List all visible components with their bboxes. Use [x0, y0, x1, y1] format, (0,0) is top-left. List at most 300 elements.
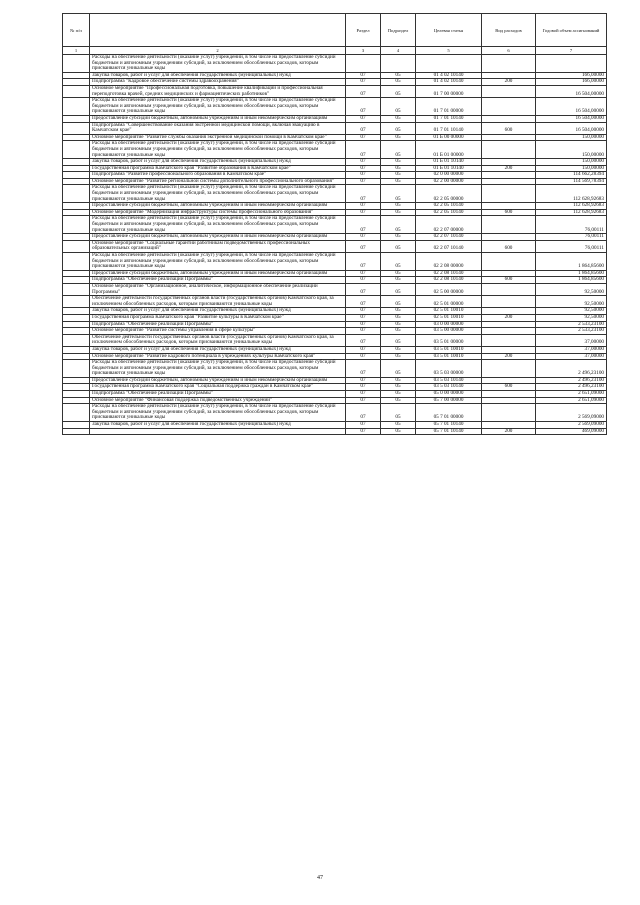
- row-expense-cell: [482, 296, 536, 308]
- row-name-cell: Закупка товаров, работ и услуг для обеспечения государственных (муниципальных) нужд: [90, 308, 346, 315]
- row-expense-cell: 600: [482, 240, 536, 252]
- row-section-cell: 07: [346, 353, 381, 360]
- row-section-cell: 07: [346, 79, 381, 86]
- row-subsection-cell: 05: [381, 334, 416, 346]
- row-section-cell: 07: [346, 283, 381, 295]
- row-subsection-cell: 05: [381, 321, 416, 328]
- row-section-cell: 07: [346, 377, 381, 384]
- row-amount-cell: 2 496,23100: [536, 360, 607, 378]
- row-subsection-cell: 05: [381, 234, 416, 241]
- table-row: [63, 253, 607, 271]
- row-amount-cell: 92,50000: [536, 308, 607, 315]
- row-target-cell: 03 5 01 10010: [416, 353, 482, 360]
- row-section-cell: 07: [346, 85, 381, 97]
- row-expense-cell: [482, 334, 536, 346]
- row-num-cell: [63, 79, 90, 86]
- row-target-cell: 03 5 03 10140: [416, 384, 482, 391]
- row-target-cell: 05 7 01 10140: [416, 422, 482, 429]
- row-expense-cell: [482, 134, 536, 141]
- row-num-cell: [63, 185, 90, 203]
- row-expense-cell: [482, 391, 536, 398]
- row-section-cell: 07: [346, 328, 381, 335]
- row-section-cell: 07: [346, 253, 381, 271]
- header-subsection: Подраздел: [381, 14, 416, 47]
- row-amount-cell: 2 496,23100: [536, 384, 607, 391]
- table-row: [63, 404, 607, 422]
- row-name-cell: Расходы на обеспечение деятельности (оказание услуг) учреждений, в том числе на предоставление субсидий бюджетным и автономным учреждениям субсидий, за исключением обособленных расходов, которым присваиваются уникальные коды: [90, 55, 346, 73]
- row-name-cell: Расходы на обеспечение деятельности (оказание услуг) учреждений, в том числе на предоставление субсидий бюджетным и автономным учреждениям субсидий, за исключением обособленных расходов, которым присваиваются уникальные коды: [90, 360, 346, 378]
- row-amount-cell: 469,09000: [536, 428, 607, 435]
- row-target-cell: 02 2 00 00000: [416, 178, 482, 185]
- row-amount-cell: 1 864,85600: [536, 277, 607, 284]
- row-expense-cell: 600: [482, 384, 536, 391]
- row-section-cell: 07: [346, 240, 381, 252]
- row-amount-cell: 2 651,09000: [536, 397, 607, 404]
- row-subsection-cell: 05: [381, 308, 416, 315]
- row-target-cell: 01 7 00 00000: [416, 85, 482, 97]
- row-target-cell: 03 5 03 00000: [416, 360, 482, 378]
- row-subsection-cell: 05: [381, 134, 416, 141]
- row-target-cell: 02 5 01 00000: [416, 296, 482, 308]
- table-row: [63, 360, 607, 378]
- row-subsection-cell: 05: [381, 397, 416, 404]
- row-target-cell: 05 7 01 00000: [416, 404, 482, 422]
- row-name-cell: Государственная программа Камчатского края "Развитие культуры в Камчатском крае": [90, 314, 346, 321]
- row-expense-cell: [482, 397, 536, 404]
- row-amount-cell: 16 504,00000: [536, 115, 607, 122]
- row-subsection-cell: 05: [381, 377, 416, 384]
- row-expense-cell: 200: [482, 165, 536, 172]
- row-num-cell: [63, 353, 90, 360]
- row-subsection-cell: 05: [381, 209, 416, 216]
- row-target-cell: 02 5 01 10010: [416, 314, 482, 321]
- row-num-cell: [63, 98, 90, 116]
- row-amount-cell: 1 864,85600: [536, 253, 607, 271]
- row-target-cell: 03 5 01 10010: [416, 346, 482, 353]
- col-number: 4: [381, 47, 416, 55]
- row-target-cell: 02 2 07 00000: [416, 216, 482, 234]
- row-name-cell: Закупка товаров, работ и услуг для обеспечения государственных (муниципальных) нужд: [90, 72, 346, 79]
- row-section-cell: 07: [346, 185, 381, 203]
- row-target-cell: 03 5 01 00000: [416, 334, 482, 346]
- row-section-cell: 07: [346, 346, 381, 353]
- row-subsection-cell: 05: [381, 283, 416, 295]
- row-section-cell: 07: [346, 172, 381, 179]
- row-amount-cell: 16 504,00000: [536, 122, 607, 134]
- row-subsection-cell: 05: [381, 172, 416, 179]
- row-num-cell: [63, 296, 90, 308]
- row-section-cell: 07: [346, 314, 381, 321]
- row-section-cell: 07: [346, 360, 381, 378]
- row-section-cell: 07: [346, 422, 381, 429]
- header-target: Целевая статья: [416, 14, 482, 47]
- row-amount-cell: 112 628,92683: [536, 185, 607, 203]
- table-row: [63, 122, 607, 134]
- row-target-cell: 02 2 05 10140: [416, 209, 482, 216]
- table-row: [63, 346, 607, 353]
- page-number: 47: [317, 875, 323, 881]
- row-subsection-cell: 05: [381, 404, 416, 422]
- row-target-cell: 02 2 05 00000: [416, 185, 482, 203]
- row-name-cell: Основное мероприятие "Организационное, аналитическое, информационное обеспечение реализации Программы": [90, 283, 346, 295]
- row-num-cell: [63, 384, 90, 391]
- row-num-cell: [63, 404, 90, 422]
- table-body: [63, 55, 607, 435]
- row-name-cell: Предоставление субсидий бюджетным, автономным учреждениям и иным некоммерческим организациям: [90, 203, 346, 210]
- row-section-cell: 07: [346, 72, 381, 79]
- row-target-cell: 02 2 05 10140: [416, 203, 482, 210]
- table-row: [63, 422, 607, 429]
- row-target-cell: 03 0 00 00000: [416, 321, 482, 328]
- row-subsection-cell: 05: [381, 98, 416, 116]
- row-target-cell: 02 2 08 00000: [416, 253, 482, 271]
- row-subsection-cell: 05: [381, 346, 416, 353]
- row-target-cell: 03 5 00 00000: [416, 328, 482, 335]
- row-num-cell: [63, 172, 90, 179]
- table-row: [63, 55, 607, 73]
- row-num-cell: [63, 122, 90, 134]
- row-subsection-cell: 05: [381, 314, 416, 321]
- row-amount-cell: 37,00000: [536, 353, 607, 360]
- row-expense-cell: [482, 178, 536, 185]
- row-num-cell: [63, 321, 90, 328]
- row-target-cell: 01 4 02 10140: [416, 79, 482, 86]
- header-volume: Годовой объем ассигнований: [536, 14, 607, 47]
- row-name-cell: Основное мероприятие "Модернизация инфраструктуры системы профессионального образования": [90, 209, 346, 216]
- row-name-cell: Подпрограмма "Обеспечение реализации Программы": [90, 391, 346, 398]
- row-name-cell: Подпрограмма "Совершенствование оказания экстренной медицинской помощи, включая эвакуацию в Камчатском крае": [90, 122, 346, 134]
- row-name-cell: Предоставление субсидий бюджетным, автономным учреждениям и иным некоммерческим организациям: [90, 270, 346, 277]
- row-expense-cell: [482, 404, 536, 422]
- row-name-cell: Основное мероприятие "Социальные гарантии работникам подведомственных профессиональных образовательных организаций": [90, 240, 346, 252]
- row-name-cell: Основное мероприятие "Развитие службы оказания экстренной медицинской помощи в Камчатском крае": [90, 134, 346, 141]
- row-section-cell: 07: [346, 296, 381, 308]
- row-expense-cell: 200: [482, 428, 536, 435]
- row-target-cell: 05 0 00 00000: [416, 391, 482, 398]
- row-section-cell: [346, 55, 381, 73]
- table-row: [63, 141, 607, 159]
- row-target-cell: [416, 55, 482, 73]
- row-num-cell: [63, 159, 90, 166]
- row-target-cell: 01 7 01 10140: [416, 115, 482, 122]
- row-subsection-cell: [381, 55, 416, 73]
- row-target-cell: 05 7 01 10140: [416, 428, 482, 435]
- row-num-cell: [63, 391, 90, 398]
- row-num-cell: [63, 165, 90, 172]
- row-num-cell: [63, 209, 90, 216]
- row-name-cell: Основное мероприятие "Развитие кадрового потенциала в учреждениях культуры Камчатского края": [90, 353, 346, 360]
- row-name-cell: Основное мероприятие "Развитие системы управления в сфере культуры": [90, 328, 346, 335]
- row-name-cell: Расходы на обеспечение деятельности (оказание услуг) учреждений, в том числе на предоставление субсидий бюджетным и автономным учреждениям субсидий, за исключением обособленных расходов, которым присваиваются уникальные коды: [90, 253, 346, 271]
- row-subsection-cell: 05: [381, 216, 416, 234]
- row-name-cell: Расходы на обеспечение деятельности (оказание услуг) учреждений, в том числе на предоставление субсидий бюджетным и автономным учреждениям субсидий, за исключением обособленных расходов, которым присваиваются уникальные коды: [90, 404, 346, 422]
- row-expense-cell: [482, 141, 536, 159]
- row-num-cell: [63, 203, 90, 210]
- header-section: Раздел: [346, 14, 381, 47]
- row-num-cell: [63, 134, 90, 141]
- row-expense-cell: [482, 346, 536, 353]
- row-amount-cell: 166,00000: [536, 72, 607, 79]
- row-num-cell: [63, 141, 90, 159]
- col-number: 7: [536, 47, 607, 55]
- row-num-cell: [63, 72, 90, 79]
- row-subsection-cell: 05: [381, 253, 416, 271]
- row-num-cell: [63, 308, 90, 315]
- row-subsection-cell: 05: [381, 115, 416, 122]
- row-amount-cell: 37,00000: [536, 346, 607, 353]
- row-subsection-cell: 05: [381, 240, 416, 252]
- row-amount-cell: 2 533,23100: [536, 321, 607, 328]
- row-name-cell: Основное мероприятие "Финансовая поддержка подведомственных учреждений": [90, 397, 346, 404]
- row-target-cell: 01 4 02 10140: [416, 72, 482, 79]
- row-num-cell: [63, 240, 90, 252]
- row-section-cell: 07: [346, 404, 381, 422]
- row-name-cell: Закупка товаров, работ и услуг для обеспечения государственных (муниципальных) нужд: [90, 159, 346, 166]
- table-row: [63, 283, 607, 295]
- row-num-cell: [63, 277, 90, 284]
- row-subsection-cell: 05: [381, 159, 416, 166]
- row-expense-cell: [482, 85, 536, 97]
- row-target-cell: 02 5 00 00000: [416, 283, 482, 295]
- col-number: 1: [63, 47, 90, 55]
- row-num-cell: [63, 428, 90, 435]
- table-row: [63, 216, 607, 234]
- row-num-cell: [63, 360, 90, 378]
- row-amount-cell: 2 533,23100: [536, 328, 607, 335]
- row-target-cell: 02 5 01 10010: [416, 308, 482, 315]
- row-name-cell: Закупка товаров, работ и услуг для обеспечения государственных (муниципальных) нужд: [90, 346, 346, 353]
- row-name-cell: Подпрограмма "Обеспечение реализации Программы": [90, 321, 346, 328]
- row-amount-cell: 112 628,92683: [536, 209, 607, 216]
- row-num-cell: [63, 178, 90, 185]
- row-expense-cell: [482, 360, 536, 378]
- row-amount-cell: 92,50000: [536, 314, 607, 321]
- row-section-cell: 07: [346, 178, 381, 185]
- row-section-cell: 07: [346, 165, 381, 172]
- row-expense-cell: [482, 253, 536, 271]
- col-number: 3: [346, 47, 381, 55]
- header-num: № п/п: [63, 14, 90, 47]
- row-target-cell: 02 2 07 10140: [416, 240, 482, 252]
- row-section-cell: 07: [346, 391, 381, 398]
- row-amount-cell: 150,00000: [536, 159, 607, 166]
- row-subsection-cell: 05: [381, 85, 416, 97]
- row-section-cell: 07: [346, 321, 381, 328]
- row-name-cell: Основное мероприятие "Развитие региональной системы дополнительного профессионального образования": [90, 178, 346, 185]
- row-target-cell: 02 0 00 00000: [416, 172, 482, 179]
- row-amount-cell: 76,00111: [536, 234, 607, 241]
- row-amount-cell: 114 569,78394: [536, 178, 607, 185]
- table-row: [63, 98, 607, 116]
- row-expense-cell: [482, 321, 536, 328]
- row-amount-cell: 166,00000: [536, 79, 607, 86]
- col-number: 5: [416, 47, 482, 55]
- row-section-cell: 07: [346, 384, 381, 391]
- row-section-cell: 07: [346, 209, 381, 216]
- row-num-cell: [63, 314, 90, 321]
- row-target-cell: 02 2 08 10140: [416, 277, 482, 284]
- row-expense-cell: [482, 216, 536, 234]
- row-target-cell: 01 Б 01 10140: [416, 159, 482, 166]
- row-section-cell: 07: [346, 141, 381, 159]
- row-section-cell: 07: [346, 334, 381, 346]
- row-section-cell: 07: [346, 159, 381, 166]
- row-num-cell: [63, 253, 90, 271]
- row-amount-cell: 2 569,09000: [536, 404, 607, 422]
- row-amount-cell: 1 864,85600: [536, 270, 607, 277]
- row-name-cell: [90, 428, 346, 435]
- row-target-cell: 01 Б 00 00000: [416, 134, 482, 141]
- row-num-cell: [63, 422, 90, 429]
- row-amount-cell: 2 569,09000: [536, 422, 607, 429]
- row-name-cell: Обеспечение деятельности государственных органов власти (государственных органов) Камчатского края, за исключением обособленных расходов, которым присваиваются уникальные коды: [90, 296, 346, 308]
- row-num-cell: [63, 270, 90, 277]
- row-amount-cell: [536, 55, 607, 73]
- row-subsection-cell: 05: [381, 391, 416, 398]
- row-name-cell: Основное мероприятие "Профессиональная подготовка, повышение квалификации и профессиональная переподготовка врачей, средних медицинских и фармацевтических работников": [90, 85, 346, 97]
- row-target-cell: 02 2 08 10140: [416, 270, 482, 277]
- budget-table: [62, 13, 607, 435]
- row-amount-cell: 114 662,28394: [536, 172, 607, 179]
- row-amount-cell: 150,00000: [536, 141, 607, 159]
- row-num-cell: [63, 234, 90, 241]
- row-target-cell: 01 Б 01 00000: [416, 141, 482, 159]
- row-section-cell: 07: [346, 203, 381, 210]
- row-subsection-cell: 05: [381, 428, 416, 435]
- row-subsection-cell: 05: [381, 165, 416, 172]
- row-num-cell: [63, 334, 90, 346]
- row-num-cell: [63, 328, 90, 335]
- row-subsection-cell: 05: [381, 185, 416, 203]
- row-subsection-cell: 05: [381, 422, 416, 429]
- row-expense-cell: 200: [482, 314, 536, 321]
- row-name-cell: Государственная программа Камчатского края "Развитие образования в Камчатском крае": [90, 165, 346, 172]
- row-expense-cell: 600: [482, 122, 536, 134]
- row-section-cell: 07: [346, 216, 381, 234]
- table-header-row: [63, 14, 607, 47]
- row-name-cell: Предоставление субсидий бюджетным, автономным учреждениям и иным некоммерческим организациям: [90, 234, 346, 241]
- row-num-cell: [63, 55, 90, 73]
- row-amount-cell: 37,00000: [536, 334, 607, 346]
- row-section-cell: 07: [346, 134, 381, 141]
- row-amount-cell: 112 628,92683: [536, 203, 607, 210]
- row-section-cell: 07: [346, 428, 381, 435]
- row-name-cell: Предоставление субсидий бюджетным, автономным учреждениям и иным некоммерческим организациям: [90, 115, 346, 122]
- row-amount-cell: 150,00000: [536, 165, 607, 172]
- row-name-cell: Расходы на обеспечение деятельности (оказание услуг) учреждений, в том числе на предоставление субсидий бюджетным и автономным учреждениям субсидий, за исключением обособленных расходов, которым присваиваются уникальные коды: [90, 98, 346, 116]
- table-row: [63, 85, 607, 97]
- table-row: [63, 334, 607, 346]
- header-name: [90, 14, 346, 47]
- row-subsection-cell: 05: [381, 79, 416, 86]
- row-name-cell: Расходы на обеспечение деятельности (оказание услуг) учреждений, в том числе на предоставление субсидий бюджетным и автономным учреждениям субсидий, за исключением обособленных расходов, которым присваиваются уникальные коды: [90, 141, 346, 159]
- table-row: [63, 240, 607, 252]
- row-name-cell: Предоставление субсидий бюджетным, автономным учреждениям и иным некоммерческим организациям: [90, 377, 346, 384]
- row-section-cell: 07: [346, 98, 381, 116]
- row-amount-cell: 76,00111: [536, 216, 607, 234]
- row-section-cell: 07: [346, 115, 381, 122]
- row-section-cell: 07: [346, 397, 381, 404]
- row-subsection-cell: 05: [381, 353, 416, 360]
- row-subsection-cell: 05: [381, 270, 416, 277]
- row-expense-cell: 200: [482, 79, 536, 86]
- row-subsection-cell: 05: [381, 203, 416, 210]
- row-name-cell: Подпрограмма "Кадровое обеспечение системы здравоохранения": [90, 79, 346, 86]
- row-amount-cell: 76,00111: [536, 240, 607, 252]
- row-subsection-cell: 05: [381, 72, 416, 79]
- row-num-cell: [63, 283, 90, 295]
- row-section-cell: 07: [346, 122, 381, 134]
- row-amount-cell: 2 651,09000: [536, 391, 607, 398]
- row-expense-cell: 200: [482, 353, 536, 360]
- row-amount-cell: 16 504,00000: [536, 85, 607, 97]
- row-subsection-cell: 05: [381, 178, 416, 185]
- row-expense-cell: [482, 55, 536, 73]
- row-target-cell: 01 Б 01 10140: [416, 165, 482, 172]
- row-name-cell: Закупка товаров, работ и услуг для обеспечения государственных (муниципальных) нужд: [90, 422, 346, 429]
- row-subsection-cell: 05: [381, 384, 416, 391]
- row-amount-cell: 16 504,00000: [536, 98, 607, 116]
- col-number: 2: [90, 47, 346, 55]
- row-expense-cell: [482, 98, 536, 116]
- row-amount-cell: 92,50000: [536, 283, 607, 295]
- row-target-cell: 01 7 01 00000: [416, 98, 482, 116]
- row-amount-cell: 92,50000: [536, 296, 607, 308]
- row-num-cell: [63, 377, 90, 384]
- row-name-cell: Государственная программа Камчатского края "Социальная поддержка граждан в Камчатском крае": [90, 384, 346, 391]
- row-section-cell: 07: [346, 270, 381, 277]
- row-name-cell: Расходы на обеспечение деятельности (оказание услуг) учреждений, в том числе на предоставление субсидий бюджетным и автономным учреждениям субсидий, за исключением обособленных расходов, которым присваиваются уникальные коды: [90, 185, 346, 203]
- header-expense: Вид расходов: [482, 14, 536, 47]
- row-subsection-cell: 05: [381, 296, 416, 308]
- row-num-cell: [63, 85, 90, 97]
- row-name-cell: Расходы на обеспечение деятельности (оказание услуг) учреждений, в том числе на предоставление субсидий бюджетным и автономным учреждениям субсидий, за исключением обособленных расходов, которым присваиваются уникальные коды: [90, 216, 346, 234]
- row-target-cell: 05 7 00 00000: [416, 397, 482, 404]
- row-name-cell: Обеспечение деятельности государственных органов власти (государственных органов) Камчатского края, за исключением обособленных расходов, которым присваиваются уникальные коды: [90, 334, 346, 346]
- row-subsection-cell: 05: [381, 122, 416, 134]
- table-row: [63, 428, 607, 435]
- row-subsection-cell: 05: [381, 360, 416, 378]
- row-target-cell: 03 5 03 10140: [416, 377, 482, 384]
- row-expense-cell: [482, 328, 536, 335]
- row-amount-cell: 2 496,23100: [536, 377, 607, 384]
- row-num-cell: [63, 115, 90, 122]
- row-expense-cell: [482, 283, 536, 295]
- col-number: 6: [482, 47, 536, 55]
- row-num-cell: [63, 216, 90, 234]
- row-name-cell: Подпрограмма "Обеспечение реализации Программы": [90, 277, 346, 284]
- row-amount-cell: 150,00000: [536, 134, 607, 141]
- row-section-cell: 07: [346, 308, 381, 315]
- row-section-cell: 07: [346, 234, 381, 241]
- row-expense-cell: [482, 185, 536, 203]
- table-row: [63, 185, 607, 203]
- row-subsection-cell: 05: [381, 328, 416, 335]
- row-expense-cell: [482, 234, 536, 241]
- row-subsection-cell: 05: [381, 277, 416, 284]
- row-expense-cell: [482, 115, 536, 122]
- row-target-cell: 02 2 07 10140: [416, 234, 482, 241]
- row-name-cell: Подпрограмма "Развитие профессионального образования в Камчатском крае": [90, 172, 346, 179]
- row-expense-cell: [482, 172, 536, 179]
- row-section-cell: 07: [346, 277, 381, 284]
- row-expense-cell: 600: [482, 209, 536, 216]
- row-num-cell: [63, 346, 90, 353]
- row-num-cell: [63, 397, 90, 404]
- row-expense-cell: 600: [482, 277, 536, 284]
- row-subsection-cell: 05: [381, 141, 416, 159]
- row-target-cell: 01 7 01 10140: [416, 122, 482, 134]
